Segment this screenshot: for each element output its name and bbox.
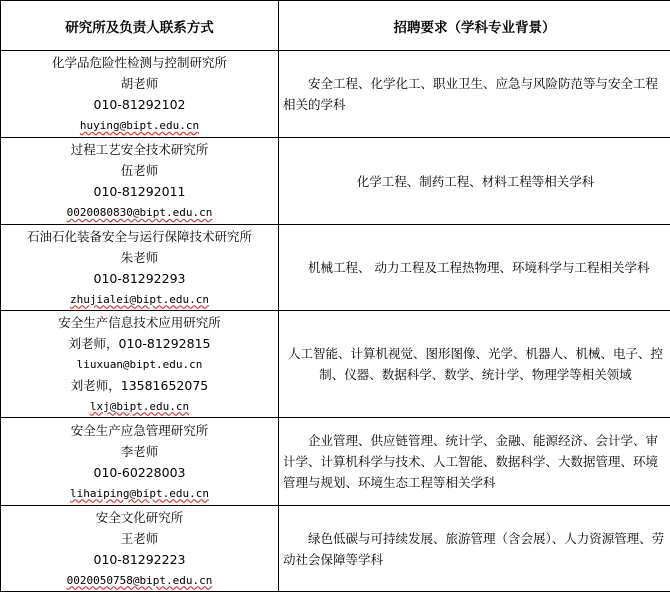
requirement-cell: 化学工程、制药工程、材料工程等相关学科 — [279, 138, 670, 225]
phone-number: 010-81292223 — [93, 551, 186, 567]
requirement-cell: 企业管理、供应链管理、统计学、金融、能源经济、会计学、审计学、计算机科学与技术、人工智能、数据科学、大数据管理、环境管理与规划、环境生态工程等相关学科 — [279, 418, 670, 506]
contact-cell — [1, 51, 279, 138]
contact-cell — [1, 506, 279, 592]
phone-number: 010-81292293 — [93, 270, 186, 286]
email-link[interactable]: 0020050758@bipt.edu.cn — [66, 573, 213, 587]
contact-cell — [1, 418, 279, 506]
contact-person: 李老师 — [120, 443, 159, 459]
phone-number: 010-81292102 — [93, 97, 186, 112]
phone-number: 010-60228003 — [93, 464, 186, 480]
header-row — [1, 1, 670, 51]
table-row — [1, 418, 670, 506]
institute-name: 过程工艺安全技术研究所 — [70, 142, 209, 157]
email-link[interactable]: 0020080830@bipt.edu.cn — [66, 206, 213, 219]
table-row — [1, 225, 670, 311]
email-text: liuxuan@bipt.edu.cn — [76, 357, 203, 371]
institute-name: 安全文化研究所 — [95, 509, 184, 525]
contact-person: 王老师 — [120, 530, 159, 546]
header-contact: 研究所及负责人联系方式 — [1, 1, 279, 51]
contact-cell — [1, 138, 279, 225]
contact-person: 刘老师，010-81292815 — [68, 335, 211, 351]
institute-name: 安全生产应急管理研究所 — [70, 422, 209, 438]
requirement-cell: 人工智能、计算机视觉、图形图像、光学、机器人、机械、电子、控制、仪器、数据科学、数学、统计学、物理学等相关领域 — [279, 311, 670, 418]
contact-cell — [1, 311, 279, 418]
email-link[interactable]: zhujialei@bipt.edu.cn — [69, 292, 210, 306]
email-link[interactable]: huying@bipt.edu.cn — [79, 119, 200, 132]
requirement-cell: 安全工程、化学化工、职业卫生、应急与风险防范等与安全工程相关的学科 — [279, 51, 670, 138]
institute-name: 安全生产信息技术应用研究所 — [58, 314, 221, 330]
contact-person: 朱老师 — [120, 249, 159, 265]
table-row — [1, 506, 670, 592]
email-link[interactable]: lihaiping@bipt.edu.cn — [69, 486, 210, 500]
header-requirement: 招聘要求（学科专业背景） — [279, 1, 670, 51]
table-row — [1, 51, 670, 138]
institute-name: 化学品危险性检测与控制研究所 — [51, 55, 227, 70]
table-row — [1, 138, 670, 225]
requirement-cell: 机械工程、 动力工程及工程热物理、环境科学与工程相关学科 — [279, 225, 670, 311]
requirement-cell: 绿色低碳与可持续发展、旅游管理（含会展）、人力资源管理、劳动社会保障等学科 — [279, 506, 670, 592]
email-link[interactable]: lxj@bipt.edu.cn — [89, 399, 190, 413]
contact-cell — [1, 225, 279, 311]
contact-person: 伍老师 — [120, 163, 159, 178]
institute-name: 石油石化装备安全与运行保障技术研究所 — [26, 228, 252, 244]
contact-person: 胡老师 — [120, 76, 159, 91]
phone-number: 010-81292011 — [93, 184, 186, 199]
contact-person-2: 刘老师，13581652075 — [70, 377, 209, 393]
table-row — [1, 311, 670, 418]
